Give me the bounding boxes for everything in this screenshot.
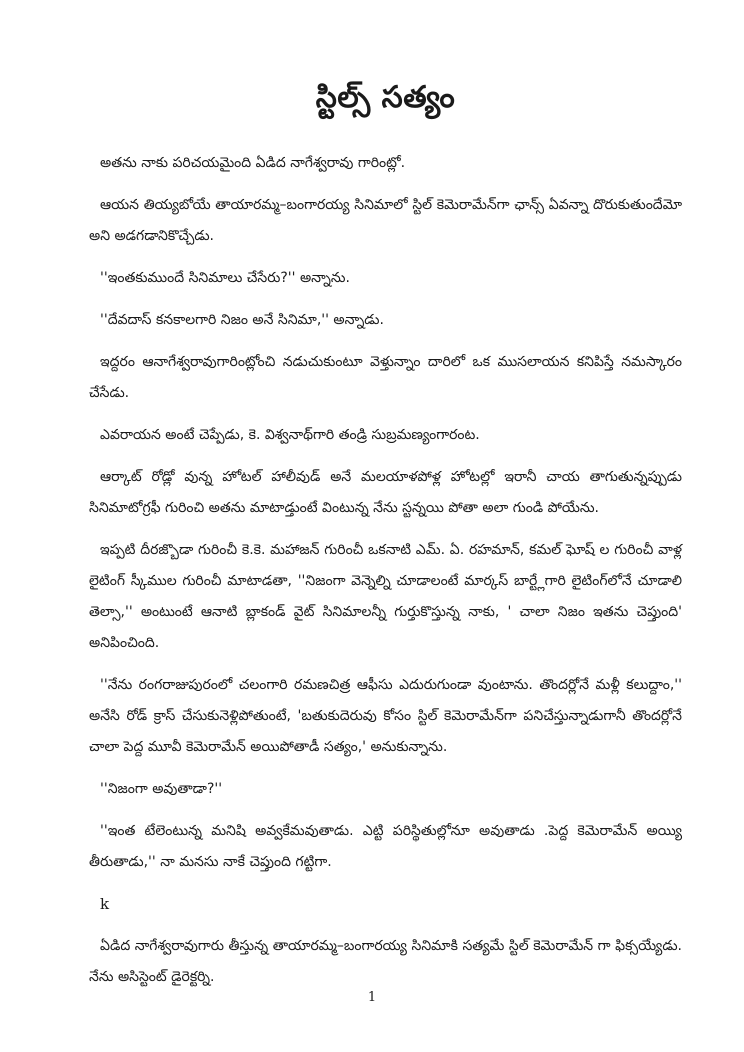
paragraph: ఆయన తియ్యబోయే తాయారమ్మ–బంగారయ్య సినిమాలో స్టిల్ కెమెరామేన్‌గా ఛాన్స్ ఏవన్నా దొరుకుతుందేమో అని అడగడానికొచ్చేడు. xyxy=(89,197,682,244)
paragraph: ''ఇంతకుముందే సినిమాలు చేసేరు?'' అన్నాను. xyxy=(100,270,350,286)
paragraph: ఏడిద నాగేశ్వరావుగారు తీస్తున్న తాయారమ్మ–బంగారయ్య సినిమాకి సత్యమే స్టిల్ కెమెరామేన్ గా ఫిక్సయ్యేడు. నేను అసిస్టెంట్ డైరెక్టర్ని. xyxy=(89,938,682,985)
paragraph: ఆర్కాట్ రోడ్లో వున్న హోటల్ హాలీవుడ్ అనే మలయాళపోళ్ల హోటల్లో ఇరానీ చాయ తాగుతున్నప్పుడు సినిమాటోగ్రఫీ గురించి అతను మాటాడ్తుంటే వింటున్న నేను స్టన్నయి పోతా అలా గుండి పోయేను. xyxy=(89,469,682,516)
paragraph: ''నేను రంగరాజుపురంలో చలంగారి రమణచిత్ర ఆఫీసు ఎదురుగుండా వుంటాను. తొందర్లోనే మళ్లీ కలుద్దాం,'' అనేసి రోడ్ క్రాస్ చేసుకునెళ్లిపోతుంటే, 'బతుకుదెరువు కోసం స్టిల్ కెమెరామేన్‌గా పనిచేస్తున్నాడుగానీ తొందర్లోనే చాలా పెద్ద మూవీ కెమెరామేన్ అయిపోతాడీ సత్యం,' అనుకున్నాను. xyxy=(89,677,682,755)
page-number: 1 xyxy=(367,990,377,1005)
body-text xyxy=(89,148,682,993)
paragraph: ''దేవదాస్ కనకాలగారి నిజం అనే సినిమా,'' అన్నాడు. xyxy=(100,312,384,328)
paragraph: ఇద్దరం ఆనాగేశ్వరావుగారింట్లోంచి నడుచుకుంటూ వెళ్తున్నాం దారిలో ఒక ముసలాయన కనిపిస్తే నమస్కారం చేసేడు. xyxy=(89,354,682,401)
paragraph: ఎవరాయన అంటే చెప్పేడు, కె. విశ్వనాథ్‌గారి తండ్రి సుబ్రమణ్యంగారంట. xyxy=(100,427,480,443)
paragraph: అతను నాకు పరిచయమైంది ఏడిద నాగేశ్వరావు గారింట్లో. xyxy=(100,155,406,171)
page-title: స్టిల్స్ సత్యం xyxy=(315,80,456,115)
paragraph: ''ఇంత టేలెంటున్న మనిషి అవ్వకేమవుతాడు. ఎట్టి పరిస్థితుల్లోనూ అవుతాడు .పెద్ద కెమెరామేన్ అయ్యి తీరుతాడు,'' నా మనసు నాకే చెప్తుంది గట్టిగా. xyxy=(89,823,682,870)
paragraph: ఇప్పటి దీరజ్బొడా గురించీ కె.కె. మహాజన్ గురించీ ఒకనాటి ఎమ్. ఏ. రహమాన్, కమల్ ఘోష్ ల గురించీ వాళ్ల లైటింగ్ స్కీముల గురించీ మాటాడతా, ''నిజంగా వెన్నెల్ని చూడాలంటే మార్కస్ బార్ట్లేగారి లైటింగ్‌లోనే చూడాలి తెల్సా,'' అంటుంటే ఆనాటి బ్లాకండ్ వైట్ సినిమాలన్నీ గుర్తుకొస్తున్న నాకు, ' చాలా నిజం ఇతను చెప్తుంది' అనిపించింది. xyxy=(89,542,682,651)
paragraph: ''నిజంగా అవుతాడా?'' xyxy=(100,781,223,797)
section-separator: k xyxy=(100,895,110,913)
